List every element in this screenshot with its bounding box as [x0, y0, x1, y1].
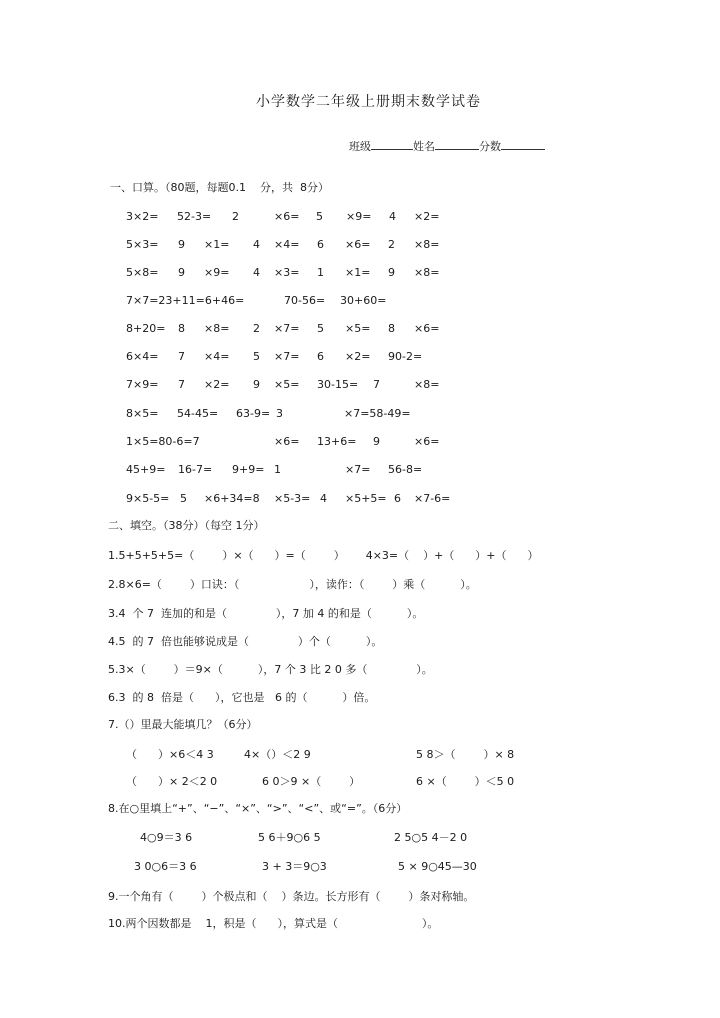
oral-item: 4 [389, 210, 396, 223]
question-1: 1.5+5+5+5=（ ）×（ ）=（ ） 4×3=（ ）+（ ）+（ ） [108, 549, 539, 562]
oral-item: 8×5= [126, 407, 159, 420]
question-10: 10.两个因数都是 1，积是（ ），算式是（ ）。 [108, 917, 439, 930]
question-9: 9.一个角有（ ）个极点和（ ）条边。长方形有（ ）条对称轴。 [108, 890, 475, 903]
q8-line-1-b: 5 6＋9○6 5 [258, 831, 321, 844]
q7-line-2-b: 6 0＞9 ×（ ） [262, 775, 361, 788]
oral-item: ×7= [274, 322, 300, 335]
oral-item: ×6= [274, 435, 300, 448]
oral-item: 5 [180, 492, 187, 505]
oral-item: 3 [276, 407, 283, 420]
oral-item: 5 [317, 322, 324, 335]
q7-line-2-c: 6 ×（ ）＜5 0 [416, 775, 515, 788]
oral-item: ×5= [274, 378, 300, 391]
oral-item: ×7= [345, 463, 371, 476]
oral-item: ×2= [345, 350, 371, 363]
name-blank[interactable] [435, 138, 479, 150]
oral-item: 70-56= [284, 294, 326, 307]
oral-item: 4 [320, 492, 327, 505]
oral-item: ×1= [204, 238, 230, 251]
oral-item: ×7= [274, 350, 300, 363]
question-7-heading: 7.（）里最大能填几？（6分） [108, 718, 258, 731]
oral-item: 30+60= [340, 294, 387, 307]
q7-line-2-a: （ ）× 2＜2 0 [126, 775, 218, 788]
oral-item: ×6= [345, 238, 371, 251]
oral-item: ×1= [345, 266, 371, 279]
section1-heading: 一、口算。（80题，每题0.1 分，共 8分） [110, 181, 329, 194]
oral-item: 5×8= [126, 266, 159, 279]
question-5: 5.3×（ ）＝9×（ ），7 个 3 比 2 0 多（ ）。 [108, 663, 433, 676]
oral-item: ×8= [414, 378, 440, 391]
oral-item: ×6= [414, 435, 440, 448]
oral-item: 7×7=23+11=6+46= [126, 294, 245, 307]
oral-item: 90-2= [388, 350, 423, 363]
oral-item: 13+6= [317, 435, 357, 448]
oral-item: 56-8= [388, 463, 423, 476]
question-8-heading: 8.在○里填上“+”、“−”、“×”、“>”、“<”、或“=”。（6分） [108, 802, 408, 815]
oral-item: ×5+5= [345, 492, 387, 505]
oral-item: ×8= [414, 238, 440, 251]
oral-item: 6 [394, 492, 401, 505]
oral-item: ×3= [274, 266, 300, 279]
oral-item: 9×5-5= [126, 492, 170, 505]
oral-item: 7 [178, 350, 185, 363]
oral-item: 54-45= [177, 407, 219, 420]
oral-item: ×6= [274, 210, 300, 223]
oral-item: 7 [373, 378, 380, 391]
q8-line-1-a: 4○9＝3 6 [140, 831, 193, 844]
score-blank[interactable] [501, 138, 545, 150]
oral-item: 3×2= [126, 210, 159, 223]
oral-item: 1 [274, 463, 281, 476]
oral-item: ×8= [204, 322, 230, 335]
oral-item: 5 [253, 350, 260, 363]
oral-item: 6 [317, 350, 324, 363]
q8-line-2-c: 5 × 9○45—30 [398, 860, 477, 873]
oral-item: ×7=58-49= [344, 407, 411, 420]
page-title: 小学数学二年级上册期末数学试卷 [256, 94, 481, 110]
section2-heading: 二、填空。（38分）（每空 1分） [108, 519, 265, 532]
oral-item: 5 [316, 210, 323, 223]
q8-line-2-a: 3 0○6＝3 6 [134, 860, 197, 873]
oral-item: 9 [178, 266, 185, 279]
oral-item: 2 [253, 322, 260, 335]
oral-item: 9 [178, 238, 185, 251]
oral-item: 5×3= [126, 238, 159, 251]
oral-item: 7×9= [126, 378, 159, 391]
oral-item: 1×5=80-6=7 [126, 435, 200, 448]
oral-item: ×9= [204, 266, 230, 279]
q8-line-2-b: 3 + 3＝9○3 [262, 860, 327, 873]
oral-item: ×6= [414, 322, 440, 335]
q7-line-1-b: 4×（）＜2 9 [244, 748, 311, 761]
oral-item: 4 [253, 266, 260, 279]
class-blank[interactable] [371, 138, 413, 150]
oral-item: 30-15= [317, 378, 359, 391]
oral-item: 6×4= [126, 350, 159, 363]
oral-item: 16-7= [178, 463, 213, 476]
oral-item: ×8= [414, 266, 440, 279]
oral-item: 8 [178, 322, 185, 335]
oral-item: 8+20= [126, 322, 166, 335]
q7-line-1-c: 5 8＞（ ）× 8 [416, 748, 515, 761]
oral-item: 4 [253, 238, 260, 251]
oral-item: 9 [388, 266, 395, 279]
oral-item: ×6+34=8 [204, 492, 260, 505]
oral-item: ×4= [274, 238, 300, 251]
q8-line-1-c: 2 5○5 4－2 0 [394, 831, 468, 844]
oral-item: ×2= [414, 210, 440, 223]
question-2: 2.8×6=（ ）口诀：（ ），读作：（ ）乘（ ）。 [108, 578, 477, 591]
oral-item: ×5= [345, 322, 371, 335]
oral-item: 7 [178, 378, 185, 391]
oral-item: ×4= [204, 350, 230, 363]
oral-item: 9 [373, 435, 380, 448]
question-3: 3.4 个 7 连加的和是（ ），7 加 4 的和是（ ）。 [108, 607, 424, 620]
oral-item: 9 [253, 378, 260, 391]
class-label: 班级 [349, 140, 371, 153]
oral-item: 8 [388, 322, 395, 335]
name-label: 姓名 [413, 140, 435, 153]
oral-item: ×2= [204, 378, 230, 391]
student-info-header [342, 124, 545, 154]
oral-item: 1 [317, 266, 324, 279]
question-4: 4.5 的 7 倍也能够说成是（ ）个（ ）。 [108, 635, 383, 648]
oral-item: 45+9= [126, 463, 166, 476]
oral-item: 63-9= [236, 407, 271, 420]
oral-item: 52-3= [177, 210, 212, 223]
oral-item: 9+9= [232, 463, 265, 476]
oral-item: 2 [232, 210, 239, 223]
oral-item: ×9= [346, 210, 372, 223]
oral-item: 2 [388, 238, 395, 251]
oral-item: ×5-3= [274, 492, 311, 505]
score-label: 分数 [479, 140, 501, 153]
oral-item: 6 [317, 238, 324, 251]
oral-item: ×7-6= [414, 492, 451, 505]
question-6: 6.3 的 8 倍是（ ），它也是 6 的（ ）倍。 [108, 691, 376, 704]
q7-line-1-a: （ ）×6＜4 3 [126, 748, 214, 761]
